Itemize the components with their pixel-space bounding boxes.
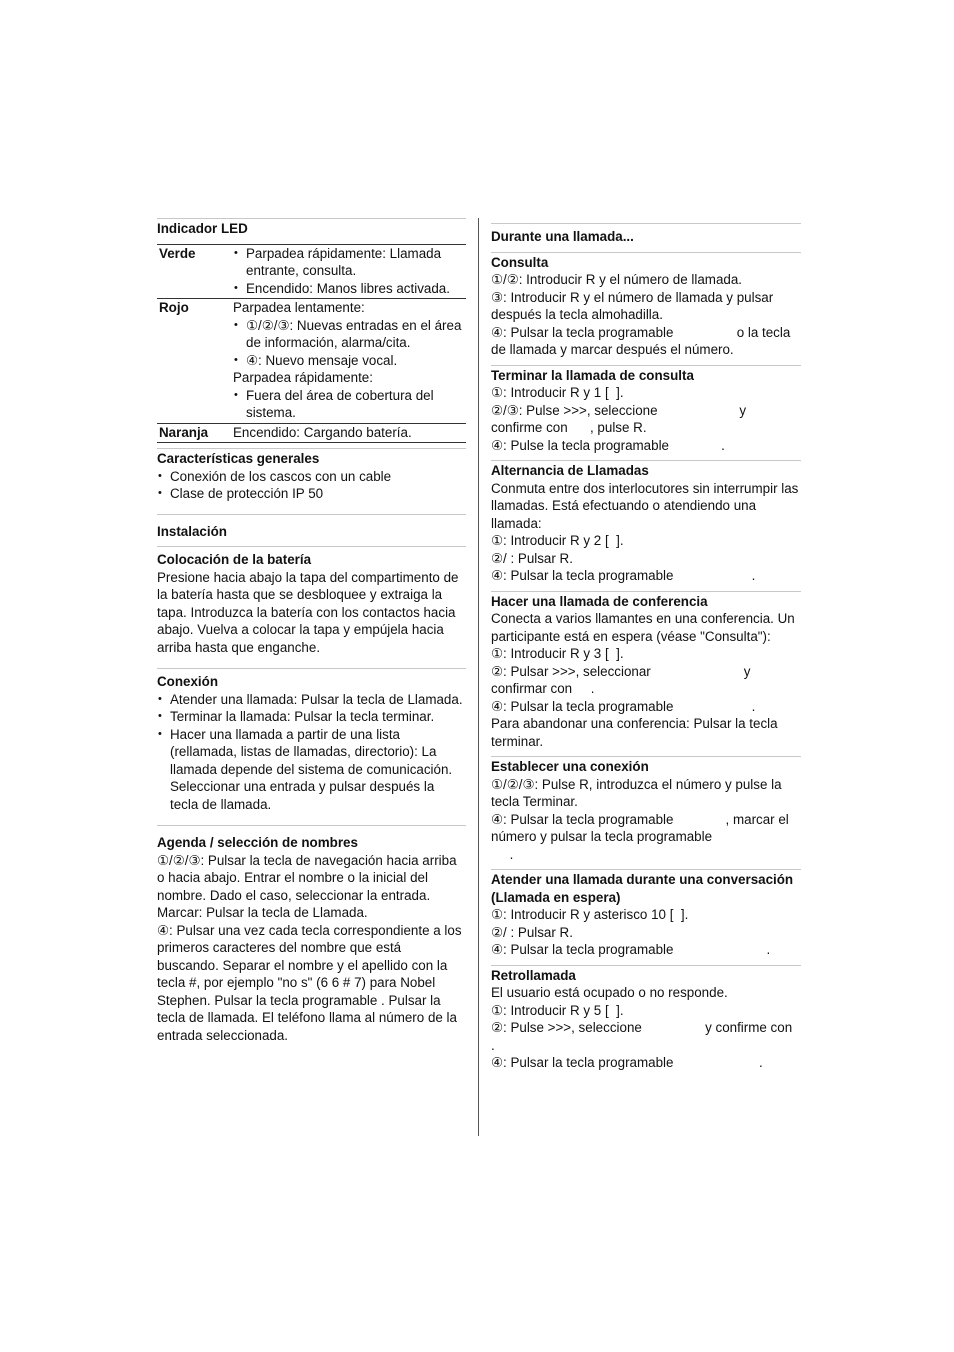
section-line: ②: Pulsar >>>, seleccionar y confirmar con . [491, 663, 755, 696]
list-item: • Clase de protección IP 50 [157, 485, 466, 503]
section-line: . [491, 846, 514, 862]
install-title: Instalación [157, 523, 227, 539]
section-line: ①: Introducir R y 3 [ ]. [491, 646, 624, 661]
agenda-line: ④: Pulsar una vez cada tecla correspondiente a los primeros caracteres del nombre que está buscando. Separar el nombre y el apellido con la tecla #, por ejemplo "no s" (6 6 # 7) para Nobel Stephen. Pulsar la tecla programable . Pulsar la tecla de llamada. El teléfono llama al número de la entrada seleccionada. [157, 922, 462, 1043]
led-line: Encendido: Cargando batería. [233, 424, 412, 440]
led-key: Rojo [159, 300, 189, 315]
led-row-verde [157, 244, 466, 299]
section-title: Retrollamada [491, 967, 576, 983]
section-line: El usuario está ocupado o no responde. [491, 985, 728, 1000]
during-title: Durante una llamada... [491, 229, 634, 244]
section-line: ④: Pulsar la tecla programable . [491, 568, 756, 583]
section-line: ①: Introducir R y 1 [ ]. [491, 385, 624, 400]
list-item: • Hacer una llamada a partir de una lista (rellamada, listas de llamadas, directorio): La llamada depende del sistema de comunicación. Seleccionar una entrada y pulsar después la tecla de llamada. [157, 726, 466, 814]
section-line: ④: Pulsar la tecla programable o la tecla de llamada y marcar después el número. [491, 324, 795, 357]
section-line: ②/③: Pulse >>>, seleccione y confirme con , pulse R. [491, 402, 750, 435]
general-list [157, 468, 466, 503]
conn-title: Conexión [157, 674, 219, 689]
led-line: • ④: Nuevo mensaje vocal. [233, 352, 466, 370]
section-title: Atender una llamada durante una conversación (Llamada en espera) [491, 872, 794, 905]
led-line: Parpadea rápidamente: [233, 370, 373, 385]
section-line: ④: Pulsar la tecla programable . [491, 698, 756, 714]
section-line: ①: Introducir R y 2 [ ]. [491, 533, 624, 548]
column-divider [478, 218, 479, 1136]
section-line: ①: Introducir R y 5 [ ]. [491, 1002, 624, 1018]
led-title: Indicador LED [157, 221, 248, 236]
list-item: • Atender una llamada: Pulsar la tecla de Llamada. [157, 691, 466, 709]
agenda-line: ①/②/③: Pulsar la tecla de navegación hacia arriba o hacia abajo. Entrar el nombre o la inicial del nombre. Dado el caso, seleccionar la entrada. [157, 852, 457, 903]
agenda-line: Marcar: Pulsar la tecla de Llamada. [157, 905, 368, 920]
section-line: ①/②: Introducir R y el número de llamada. [491, 272, 743, 287]
sections [491, 252, 811, 1072]
led-line: Parpadea lentamente: [233, 300, 365, 315]
section-title: Hacer una llamada de conferencia [491, 593, 708, 609]
section-line: Conecta a varios llamantes en una conferencia. Un participante está en espera (véase "Consulta"): [491, 611, 799, 644]
section-line: ④: Pulsar la tecla programable , marcar el número y pulsar la tecla programable [491, 811, 793, 844]
section-line: ②/ : Pulsar R. [491, 924, 573, 940]
list-item: • Conexión de los cascos con un cable [157, 468, 466, 486]
led-line: • Encendido: Manos libres activada. [233, 280, 466, 298]
section-title: Terminar la llamada de consulta [491, 367, 694, 383]
left-column [157, 218, 466, 1044]
section-line: ③: Introducir R y el número de llamada y pulsar después la tecla almohadilla. [491, 289, 777, 322]
section-line: ②: Pulse >>>, seleccione y confirme con . [491, 1020, 811, 1053]
section-line: ②/ : Pulsar R. [491, 550, 573, 566]
section-line: ①/②/③: Pulse R, introduzca el número y pulse la tecla Terminar. [491, 776, 786, 809]
section-title: Consulta [491, 254, 549, 270]
led-key: Naranja [159, 424, 209, 440]
section-line: ④: Pulse la tecla programable . [491, 437, 725, 453]
led-row-naranja [157, 423, 466, 443]
section-line: Para abandonar una conferencia: Pulsar la tecla terminar. [491, 716, 782, 749]
section-line: ①: Introducir R y asterisco 10 [ ]. [491, 907, 689, 922]
section-line: ④: Pulsar la tecla programable . [491, 942, 771, 957]
led-key: Verde [159, 245, 196, 261]
conn-list [157, 691, 466, 814]
led-row-rojo [157, 299, 466, 424]
section-line: Conmuta entre dos interlocutores sin interrumpir las llamadas. Está efectuando o atendiendo una llamada: [491, 480, 803, 531]
led-line: • Fuera del área de cobertura del sistema. [233, 387, 466, 422]
right-column [491, 223, 811, 1072]
led-line: • ①/②/③: Nuevas entradas en el área de información, alarma/cita. [233, 317, 466, 352]
general-title: Características generales [157, 451, 320, 466]
battery-text: Presione hacia abajo la tapa del compartimento de la batería hasta que se desbloquee y extraiga la tapa. Introduzca la batería con los contactos hacia abajo. Vuelva a colocar la tapa y empújela hacia arriba hasta que enganche. [157, 569, 459, 655]
section-title: Establecer una conexión [491, 759, 649, 774]
led-line: • Parpadea rápidamente: Llamada entrante, consulta. [233, 245, 466, 280]
led-table [157, 244, 466, 444]
section-title: Alternancia de Llamadas [491, 463, 649, 478]
battery-title: Colocación de la batería [157, 552, 312, 567]
agenda-title: Agenda / selección de nombres [157, 835, 358, 850]
section-line: ④: Pulsar la tecla programable . [491, 1055, 763, 1070]
list-item: • Terminar la llamada: Pulsar la tecla terminar. [157, 708, 466, 726]
